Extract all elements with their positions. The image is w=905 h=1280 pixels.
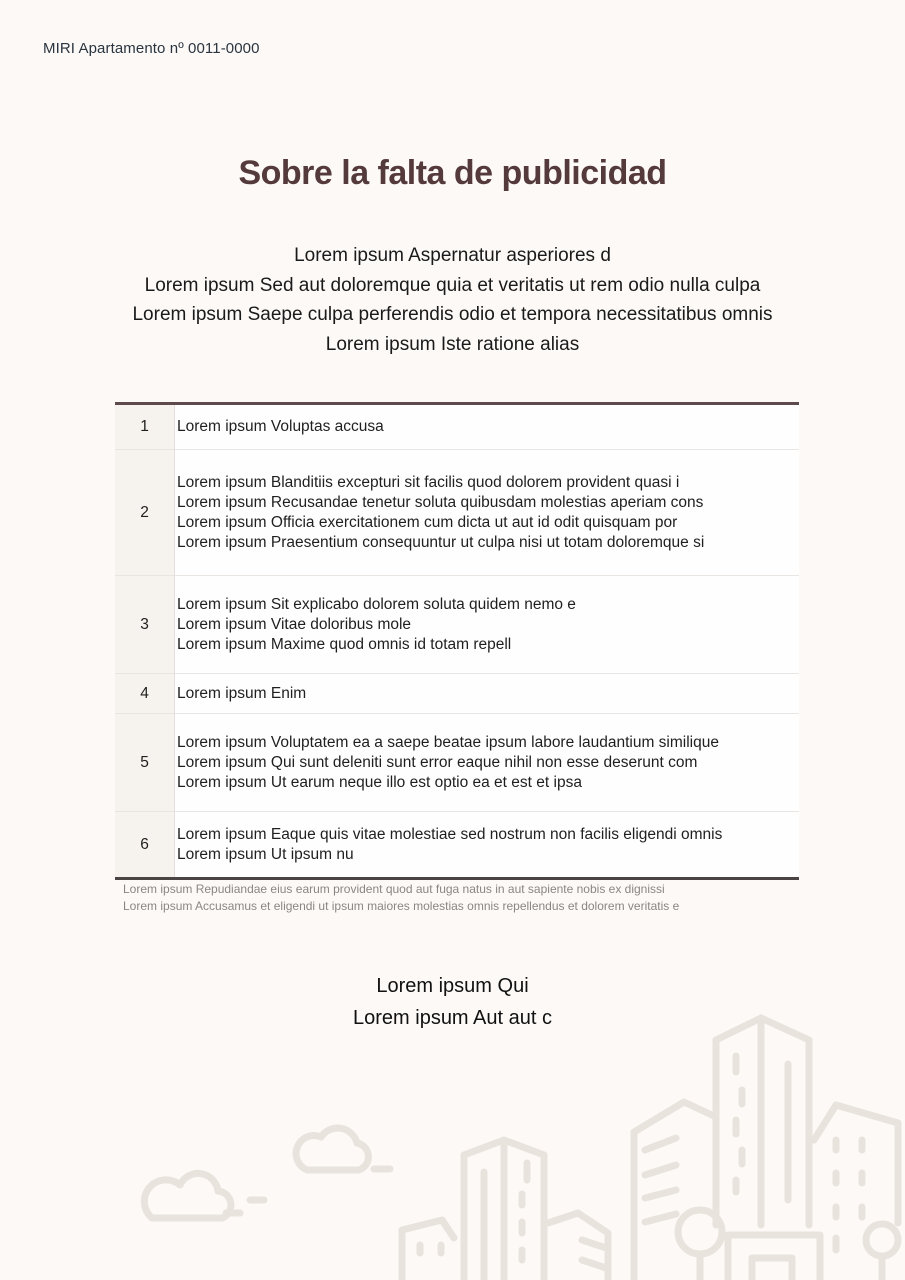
row-line: Lorem ipsum Ut ipsum nu [177, 846, 354, 863]
page-title: Sobre la falta de publicidad [238, 154, 667, 192]
table-row [115, 812, 799, 878]
row-number: 3 [115, 576, 175, 674]
intro-paragraph [0, 241, 905, 359]
row-content [175, 714, 800, 812]
row-number: 5 [115, 714, 175, 812]
table-row [115, 450, 799, 576]
intro-line: Lorem ipsum Saepe culpa perferendis odio et tempora necessitatibus omnis [132, 304, 773, 325]
cloud-icon [296, 1128, 390, 1170]
row-line: Lorem ipsum Praesentium consequuntur ut culpa nisi ut totam doloremque si [177, 533, 705, 551]
row-number: 6 [115, 812, 175, 878]
table-row [115, 405, 799, 450]
row-line: Lorem ipsum Sit explicabo dolorem soluta quidem nemo e [177, 595, 576, 613]
row-number: 2 [115, 450, 175, 576]
closing-line: Lorem ipsum Qui [376, 975, 529, 997]
intro-line: Lorem ipsum Sed aut doloremque quia et veritatis ut rem odio nulla culpa [144, 274, 761, 296]
row-line: Lorem ipsum Blanditiis excepturi sit facilis quod dolorem provident quasi i [177, 473, 680, 491]
row-content [175, 450, 800, 576]
closing-line: Lorem ipsum Aut aut c [353, 1007, 552, 1029]
row-line: Lorem ipsum Vitae doloribus mole [177, 615, 412, 633]
intro-line: Lorem ipsum Aspernatur asperiores d [294, 245, 611, 266]
table-row [115, 714, 799, 812]
footnotes [123, 881, 679, 915]
row-line: Lorem ipsum Recusandae tenetur soluta quibusdam molestias aperiam cons [177, 493, 704, 511]
row-line: Lorem ipsum Enim [177, 684, 307, 702]
cloud-icon [144, 1173, 264, 1218]
row-number: 1 [115, 405, 175, 450]
row-line: Lorem ipsum Officia exercitationem cum dicta ut aut id odit quisquam por [177, 513, 678, 531]
row-content [175, 576, 800, 674]
row-line: Lorem ipsum Maxime quod omnis id totam repell [177, 635, 512, 653]
intro-line: Lorem ipsum Iste ratione alias [325, 333, 580, 355]
document-header-label: MIRI Apartamento nº 0011-0000 [43, 40, 260, 57]
content-table [115, 402, 799, 880]
row-line: Lorem ipsum Voluptas accusa [177, 418, 384, 435]
row-content [175, 812, 800, 878]
row-line: Lorem ipsum Ut earum neque illo est optio ea et est et ipsa [177, 773, 582, 791]
row-content [175, 405, 800, 450]
footnote-line: Lorem ipsum Accusamus et eligendi ut ipsum maiores molestias omnis repellendus et dolorem veritatis e [123, 899, 680, 913]
row-number: 4 [115, 674, 175, 714]
row-line: Lorem ipsum Voluptatem ea a saepe beatae ipsum labore laudantium similique [177, 733, 719, 751]
table-row [115, 576, 799, 674]
city-skyline-illustration [0, 1000, 905, 1280]
row-content [175, 674, 800, 714]
row-line: Lorem ipsum Qui sunt deleniti sunt error eaque nihil non esse deserunt com [177, 753, 698, 771]
footnote-line: Lorem ipsum Repudiandae eius earum provident quod aut fuga natus in aut sapiente nobis ex dignissi [123, 882, 665, 896]
table-row [115, 674, 799, 714]
row-line: Lorem ipsum Eaque quis vitae molestiae sed nostrum non facilis eligendi omnis [177, 826, 723, 843]
